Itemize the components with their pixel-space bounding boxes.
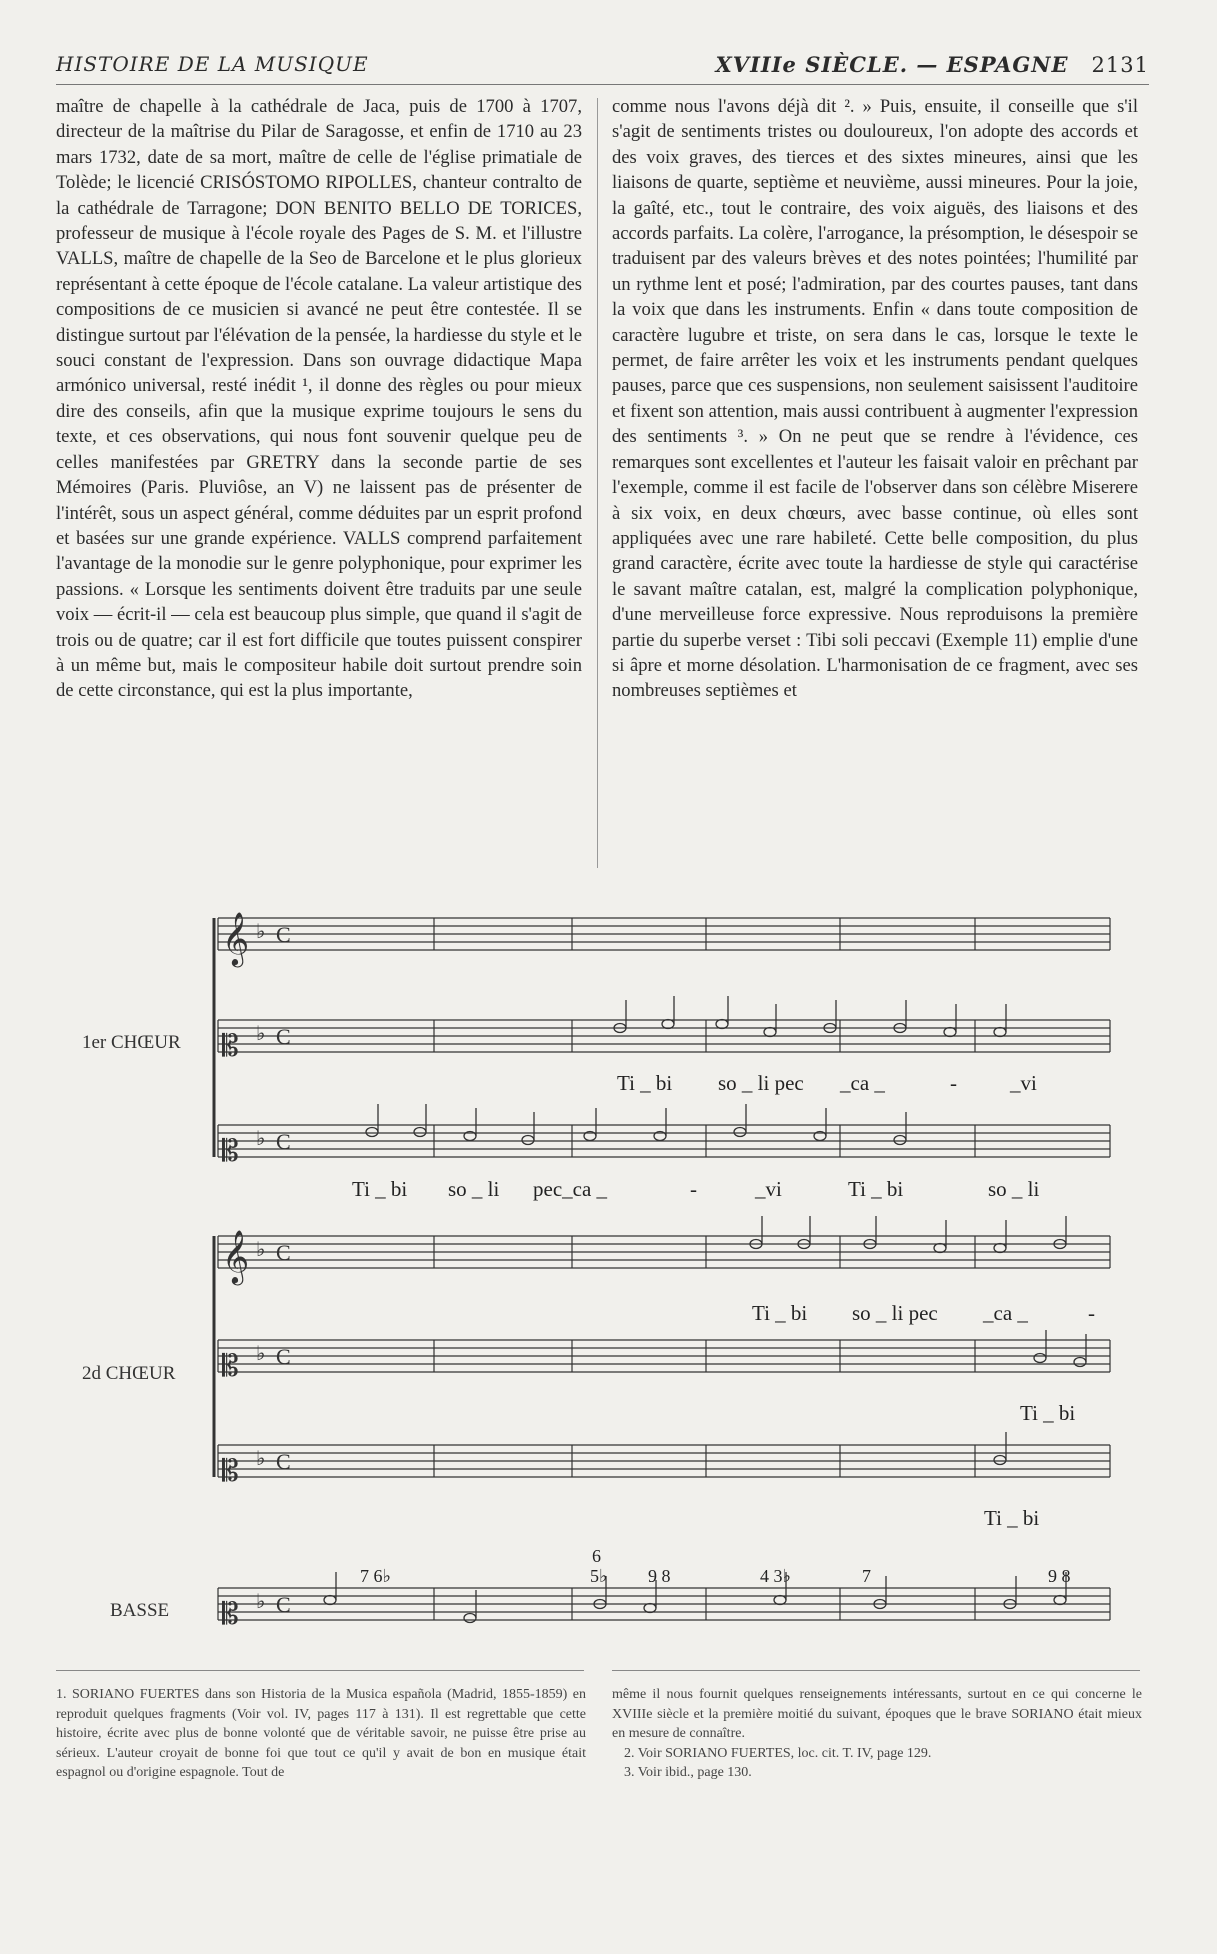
note-head bbox=[1054, 1596, 1066, 1605]
choir-1-label: 1er CHŒUR bbox=[82, 1032, 181, 1053]
note-head bbox=[644, 1604, 656, 1613]
lyric: - bbox=[690, 1177, 697, 1201]
note-head bbox=[1074, 1358, 1086, 1367]
lyric: _ca _ bbox=[840, 1071, 885, 1095]
note-head bbox=[464, 1614, 476, 1623]
flat-key-signature: ♭ bbox=[256, 1239, 266, 1261]
note-head bbox=[994, 1456, 1006, 1465]
c-clef: 𝄡 bbox=[222, 1598, 239, 1631]
lyric: so _ li pec bbox=[852, 1301, 938, 1325]
music-score-example bbox=[0, 900, 1217, 1640]
note-head bbox=[944, 1028, 956, 1037]
flat-key-signature: ♭ bbox=[256, 921, 266, 943]
figure: 9 8 bbox=[1048, 1566, 1071, 1586]
choir-2-label: 2d CHŒUR bbox=[82, 1363, 176, 1384]
note-head bbox=[522, 1136, 534, 1145]
footnotes-left bbox=[56, 1685, 586, 1783]
footnote-rule bbox=[56, 1670, 584, 1671]
flat-key-signature: ♭ bbox=[256, 1591, 266, 1613]
footnote-rule bbox=[612, 1670, 1140, 1671]
lyric: Ti _ bi bbox=[848, 1177, 904, 1201]
figure: 7 bbox=[862, 1566, 871, 1586]
time-signature: C bbox=[276, 1129, 291, 1154]
figure: 6 bbox=[592, 1546, 601, 1566]
note-head bbox=[662, 1020, 674, 1029]
lyric: Ti _ bi bbox=[617, 1071, 673, 1095]
right-column bbox=[612, 94, 1138, 704]
note-head bbox=[716, 1020, 728, 1029]
note-head bbox=[366, 1128, 378, 1137]
c-clef: 𝄡 bbox=[222, 1135, 239, 1168]
flat-key-signature: ♭ bbox=[256, 1448, 266, 1470]
time-signature: C bbox=[276, 1024, 291, 1049]
note-head bbox=[734, 1128, 746, 1137]
note-head bbox=[774, 1596, 786, 1605]
footnote-3: 3. Voir ibid., page 130. bbox=[624, 1765, 752, 1781]
lyric: so _ li bbox=[988, 1177, 1040, 1201]
treble-clef: 𝄞 bbox=[222, 913, 250, 964]
page-header bbox=[56, 52, 1149, 85]
lyric: Ti _ bi bbox=[352, 1177, 408, 1201]
note-head bbox=[934, 1244, 946, 1253]
note-head bbox=[894, 1136, 906, 1145]
bass-label: BASSE bbox=[110, 1600, 170, 1621]
c-clef: 𝄡 bbox=[222, 1455, 239, 1488]
flat-key-signature: ♭ bbox=[256, 1128, 266, 1150]
flat-key-signature: ♭ bbox=[256, 1343, 266, 1365]
time-signature: C bbox=[276, 1449, 291, 1474]
lyric: _vi bbox=[1010, 1071, 1037, 1095]
lyric: so _ li bbox=[448, 1177, 500, 1201]
time-signature: C bbox=[276, 1240, 291, 1265]
left-paragraph: maître de chapelle à la cathédrale de Jaca, puis de 1700 à 1707, directeur de la maîtrise du Pilar de Saragosse, et enfin de 1710 au 23 mars 1732, date de sa mort, maître de celle de l'église primatiale de Tolède; le licencié CRISÓSTOMO RIPOLLES, chanteur contralto de la cathédrale de Tarragone; DON BENITO BELLO DE TORICES, professeur de musique à l'école royale des Pages de S. M. et l'illustre VALLS, maître de chapelle de la Seo de Barcelone et le plus glorieux représentant à cette époque de l'école catalane. La valeur artistique des compositions de ce musicien si avancé ne peut être contestée. Il se distingue surtout par l'élévation de la pensée, la hardiesse du style et le souci constant de l'expression. Dans son ouvrage didactique Mapa armónico universal, resté inédit ¹, il donne des règles ou pour mieux dire des conseils, afin que la musique exprime toujours le sens du texte, et ces observations, qui nous font souvenir quelque peu de celles manifestées par GRETRY dans la seconde partie de ses Mémoires (Paris. Pluviôse, an V) ne laissent pas de présenter de l'intérêt, sous un aspect général, comme déduites par un esprit profond et basées sur une grande expérience. VALLS comprend parfaitement l'avantage de la monodie sur le genre polyphonique, pour exprimer les passions. « Lorsque les sentiments doivent être traduits par une seule voix — écrit-il — cela est beaucoup plus simple, que quand il s'agit de trois ou de quatre; car il est fort difficile que toutes puissent conspirer à un même but, mais le compositeur habile doit surtout prendre soin de cette circonstance, qui est la plus importante, bbox=[56, 96, 582, 702]
time-signature: C bbox=[276, 1344, 291, 1369]
figure: 5♭ bbox=[590, 1566, 608, 1586]
lyric: so _ li pec bbox=[718, 1071, 804, 1095]
page-number: 2131 bbox=[1091, 53, 1149, 77]
lyric: _ca _ bbox=[983, 1301, 1028, 1325]
lyric: Ti _ bi bbox=[1020, 1401, 1076, 1425]
footnote-1-continued: même il nous fournit quelques renseignements intéressants, surtout en ce qui concerne le XVIIIe siècle et la première moitié du suivant, époques que le brave SORIANO était mieux en mesure de connaître. bbox=[612, 1687, 1142, 1742]
lyric: Ti _ bi bbox=[984, 1506, 1040, 1530]
footnotes-right bbox=[612, 1685, 1142, 1783]
lyric: _vi bbox=[755, 1177, 782, 1201]
column-divider bbox=[597, 98, 598, 868]
note-head bbox=[414, 1128, 426, 1137]
footnote-1: 1. SORIANO FUERTES dans son Historia de la Musica española (Madrid, 1855-1859) en reproduit quelques fragments (Voir vol. IV, pages 117 à 131). Il est regrettable que cette histoire, écrite avec plus de bonne volonté que de véritable savoir, ne puisse être prise au sérieux. L'auteur croyait de bonne foi que tout ce qu'il y avait de bon en musique était espagnol ou d'origine espagnole. Tout de bbox=[56, 1687, 586, 1781]
note-head bbox=[994, 1028, 1006, 1037]
left-column bbox=[56, 94, 582, 704]
note-head bbox=[764, 1028, 776, 1037]
figure: 4 3♭ bbox=[760, 1566, 791, 1586]
flat-key-signature: ♭ bbox=[256, 1023, 266, 1045]
note-head bbox=[324, 1596, 336, 1605]
c-clef: 𝄡 bbox=[222, 1350, 239, 1383]
lyric: - bbox=[1088, 1301, 1095, 1325]
footnote-2: 2. Voir SORIANO FUERTES, loc. cit. T. IV, page 129. bbox=[624, 1745, 932, 1761]
note-head bbox=[994, 1244, 1006, 1253]
section-title: XVIIIe SIÈCLE. — ESPAGNE 2131 bbox=[715, 52, 1149, 77]
time-signature: C bbox=[276, 1592, 291, 1617]
right-paragraph: comme nous l'avons déjà dit ². » Puis, ensuite, il conseille que s'il s'agit de sentiments tristes ou douloureux, l'on adopte des accords et des voix graves, des tierces et des sixtes mineures, ainsi que les liaisons de quarte, septième et neuvième, aussi mineures. Pour la joie, la gaîté, etc., tout le contraire, des voix aiguës, des liaisons et des accords parfaits. La colère, l'arrogance, la présomption, le désespoir se traduisent par des valeurs brèves et des notes pointées; l'humilité par un rythme lent et posé; l'admiration, par des courtes pauses, tant dans la voix que dans les instruments. Enfin « dans toute composition de caractère lugubre et triste, on sera dans le cas, lorsque le texte le permet, de faire arrêter les voix et les instruments pendant quelques pauses, parce que ces suspensions, non seulement saisissent l'auditoire et fixent son attention, mais aussi contribuent à augmenter l'expression des sentiments ³. » On ne peut que se rendre à l'évidence, ces remarques sont excellentes et l'auteur les faisait valoir en prêchant par l'exemple, comme il est facile de l'observer dans son célèbre Miserere à six voix, en deux chœurs, avec basse continue, où elles sont appliquées avec une rare habileté. Cette belle composition, du plus grand caractère, écrite avec toute la hardiesse de style qui caractérise le savant maître catalan, est, malgré la complication polyphonique, d'une merveilleuse force expressive. Nous reproduisons la première partie du superbe verset : Tibi soli peccavi (Exemple 11) emplie d'une si âpre et morne désolation. L'harmonisation de ce fragment, avec ses nombreuses septièmes et bbox=[612, 96, 1138, 702]
lyric: pec_ca _ bbox=[533, 1177, 608, 1201]
treble-clef: 𝄞 bbox=[222, 1231, 250, 1282]
note-head bbox=[1034, 1354, 1046, 1363]
lyric: Ti _ bi bbox=[752, 1301, 808, 1325]
figure: 7 6♭ bbox=[360, 1566, 391, 1586]
lyric: - bbox=[950, 1071, 957, 1095]
running-title: HISTOIRE DE LA MUSIQUE bbox=[56, 52, 369, 76]
figure: 9 8 bbox=[648, 1566, 671, 1586]
c-clef: 𝄡 bbox=[222, 1030, 239, 1063]
time-signature: C bbox=[276, 922, 291, 947]
